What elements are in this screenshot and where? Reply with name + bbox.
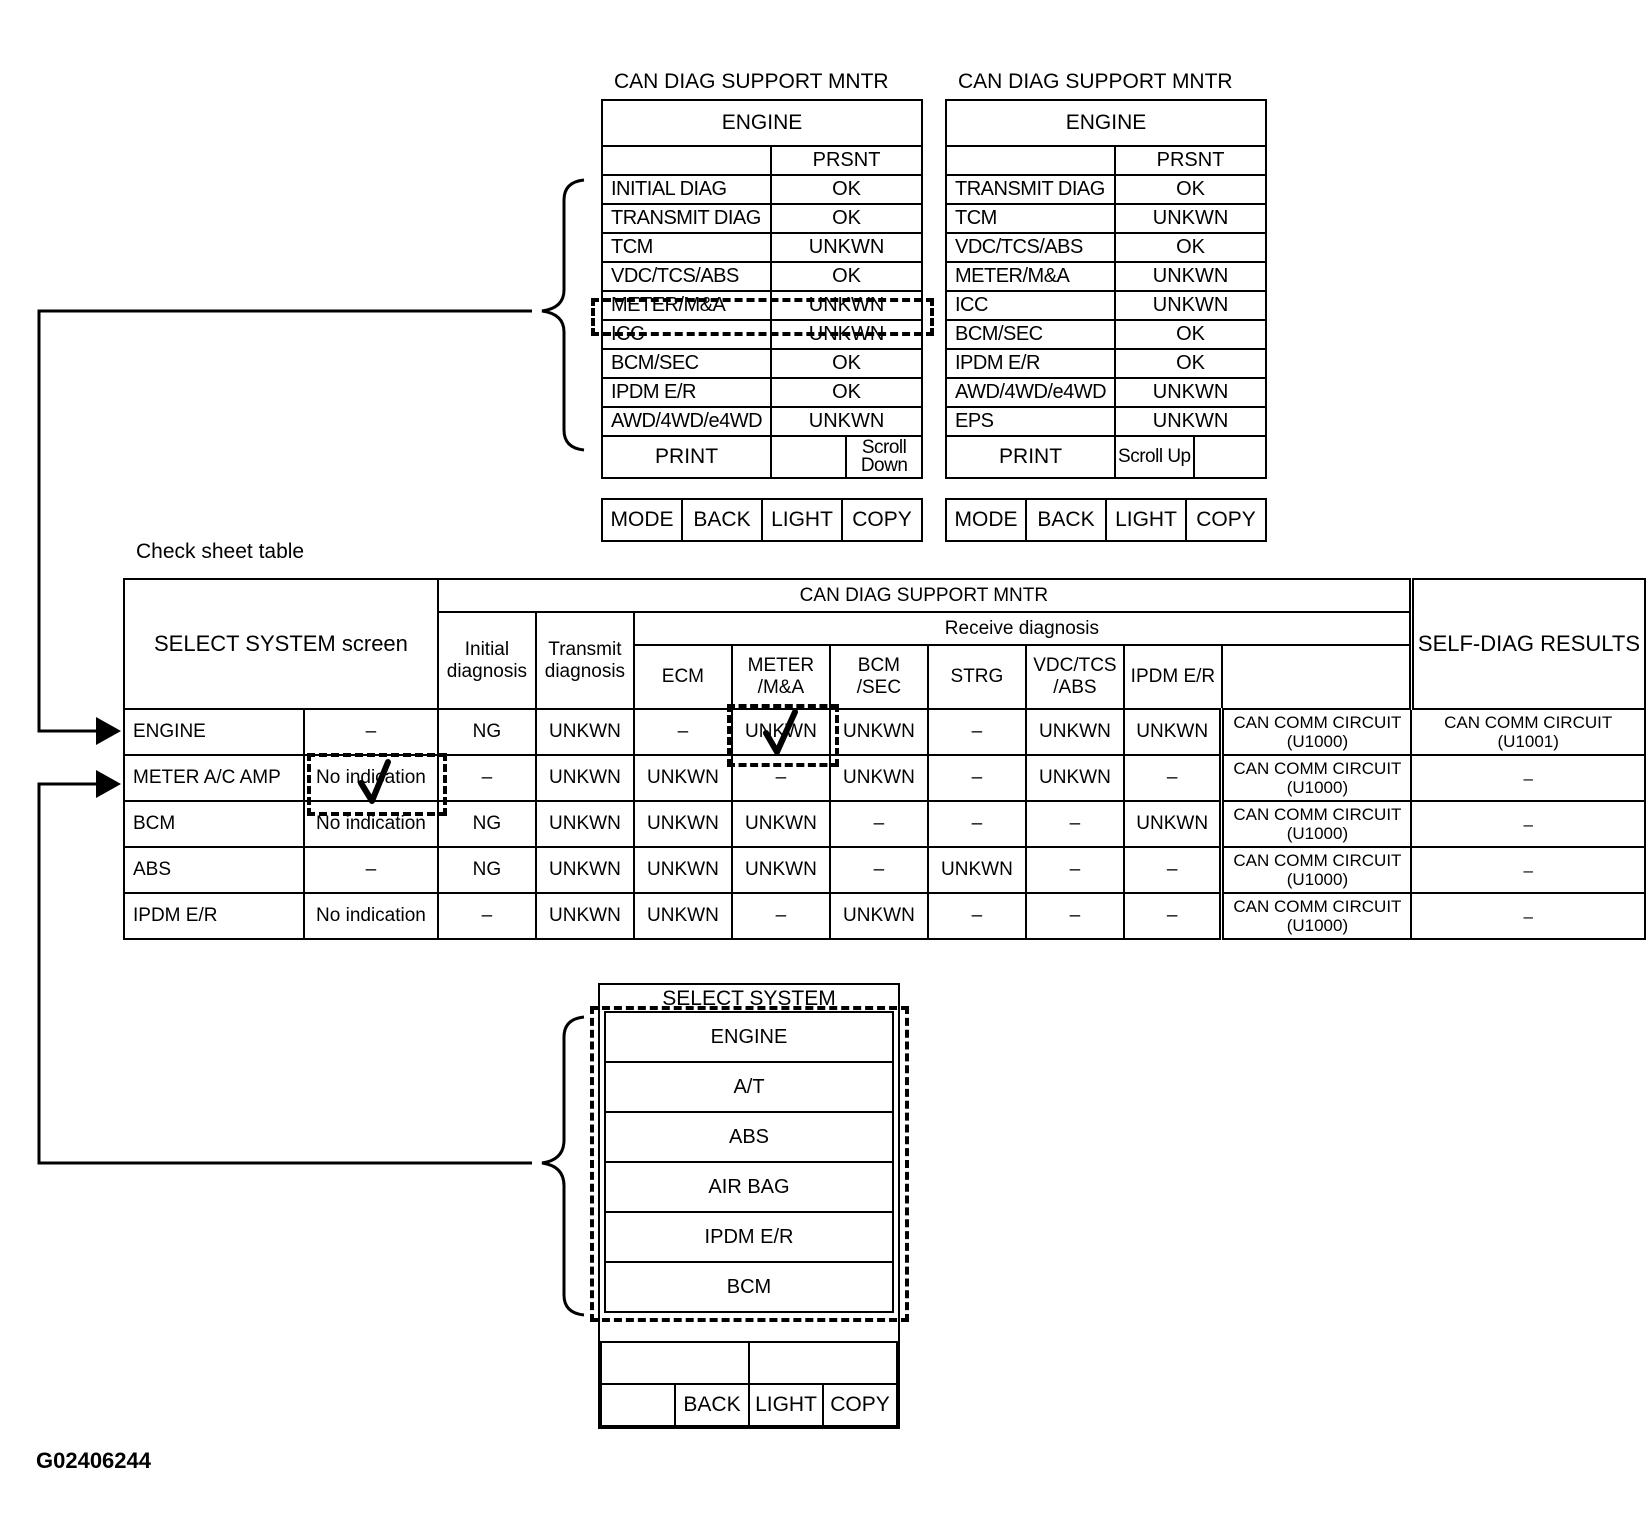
bottom-arrowhead: [96, 770, 121, 798]
monitor-row: [946, 349, 1266, 378]
no-indication-highlight: [307, 753, 447, 816]
screen1-empty-button: [771, 436, 846, 478]
screen2-empty-button: [1194, 436, 1266, 478]
select-cell: No indication: [304, 893, 438, 939]
system-status: UNKWN: [1115, 204, 1266, 233]
transmit-diagnosis-header: [536, 612, 634, 709]
select-cell: –: [304, 847, 438, 893]
self-diag-1-line2: (U1000): [1286, 732, 1349, 751]
copy-button[interactable]: COPY: [823, 1384, 897, 1426]
sheet-row: [124, 847, 1645, 893]
vdc-cell: –: [1026, 893, 1124, 939]
self-diag-result-1: [1222, 801, 1412, 847]
system-name: IPDM E/R: [946, 349, 1115, 378]
system-status: UNKWN: [1115, 378, 1266, 407]
scroll-down-line2: Down: [860, 455, 908, 476]
monitor-row: [602, 262, 922, 291]
system-name: ICC: [602, 320, 771, 349]
light-button[interactable]: LIGHT: [1106, 499, 1186, 541]
select-system-item[interactable]: BCM: [604, 1263, 894, 1313]
light-button[interactable]: LIGHT: [749, 1384, 823, 1426]
select-system-item[interactable]: A/T: [604, 1063, 894, 1113]
self-diag-1-line2: (U1000): [1286, 824, 1349, 843]
mode-button[interactable]: MODE: [602, 499, 682, 541]
scroll-down-button[interactable]: [846, 436, 922, 478]
monitor-row: [602, 233, 922, 262]
system-status: UNKWN: [771, 291, 922, 320]
vdc-cell: –: [1026, 847, 1124, 893]
self-diag-1-line1: CAN COMM CIRCUIT: [1233, 851, 1402, 870]
monitor-row: [946, 262, 1266, 291]
initial-cell: NG: [438, 709, 536, 755]
select-system-item[interactable]: ABS: [604, 1113, 894, 1163]
monitor-row: [602, 407, 922, 436]
screen2-blank-cell: [946, 146, 1115, 175]
select-button-area: [600, 1341, 898, 1427]
initial-line2: diagnosis: [446, 660, 528, 682]
system-cell: ENGINE: [124, 709, 304, 755]
sheet-row: [124, 709, 1645, 755]
transmit-cell: UNKWN: [536, 755, 634, 801]
transmit-cell: UNKWN: [536, 893, 634, 939]
ecm-cell: UNKWN: [634, 755, 732, 801]
light-button[interactable]: LIGHT: [762, 499, 842, 541]
screen1-column-label: PRSNT: [771, 146, 922, 175]
system-name: METER/M&A: [602, 291, 771, 320]
ipdm-cell: UNKWN: [1124, 709, 1222, 755]
select-list-highlight: [590, 1006, 909, 1322]
bcm-header: [830, 645, 928, 709]
strg-cell: –: [928, 801, 1026, 847]
monitor-row: [602, 349, 922, 378]
strg-cell: –: [928, 755, 1026, 801]
bottom-brace: [542, 1017, 584, 1315]
monitor-row: [946, 175, 1266, 204]
system-name: AWD/4WD/e4WD: [946, 378, 1115, 407]
system-status: OK: [771, 378, 922, 407]
ipdm-cell: –: [1124, 755, 1222, 801]
transmit-cell: UNKWN: [536, 801, 634, 847]
select-system-item[interactable]: AIR BAG: [604, 1163, 894, 1213]
monitor-row: [602, 204, 922, 233]
meter-line1: METER: [747, 655, 815, 676]
strg-cell: –: [928, 709, 1026, 755]
meter-unkwn-highlight: [727, 704, 839, 767]
bcm-cell: UNKWN: [830, 755, 928, 801]
system-cell: ABS: [124, 847, 304, 893]
select-system-item[interactable]: IPDM E/R: [604, 1213, 894, 1263]
top-arrowhead: [96, 717, 121, 745]
meter-line2: /M&A: [757, 677, 805, 698]
system-status: OK: [771, 175, 922, 204]
bcm-cell: UNKWN: [830, 709, 928, 755]
ecm-header: ECM: [634, 645, 732, 709]
sheet-row: [124, 893, 1645, 939]
meter-cell: UNKWN: [732, 847, 830, 893]
ecm-cell: –: [634, 709, 732, 755]
ipdm-cell: –: [1124, 893, 1222, 939]
self-diag-2-line1: –: [1523, 860, 1533, 880]
monitor-row: [602, 175, 922, 204]
system-name: BCM/SEC: [946, 320, 1115, 349]
meter-cell: UNKWN: [732, 709, 830, 755]
system-status: UNKWN: [1115, 262, 1266, 291]
self-diag-2-line1: –: [1523, 768, 1533, 788]
system-name: AWD/4WD/e4WD: [602, 407, 771, 436]
self-diag-result-2: [1411, 847, 1645, 893]
meter-cell: –: [732, 893, 830, 939]
can-diag-screen-1: [601, 99, 923, 479]
monitor-row: [946, 320, 1266, 349]
ecm-cell: UNKWN: [634, 847, 732, 893]
bcm-line2: /SEC: [856, 677, 902, 698]
self-diag-1-line1: CAN COMM CIRCUIT: [1233, 713, 1402, 732]
receive-diagnosis-header: Receive diagnosis: [634, 612, 1412, 645]
meter-cell: –: [732, 755, 830, 801]
system-name: VDC/TCS/ABS: [946, 233, 1115, 262]
system-status: OK: [1115, 349, 1266, 378]
screen1-button-bar: [601, 498, 923, 542]
system-cell: BCM: [124, 801, 304, 847]
bcm-cell: UNKWN: [830, 893, 928, 939]
check-sheet-label: Check sheet table: [136, 540, 305, 563]
self-diag-2-line1: CAN COMM CIRCUIT: [1444, 713, 1613, 732]
print-button[interactable]: PRINT: [602, 436, 771, 478]
monitor-row: [946, 378, 1266, 407]
initial-cell: –: [438, 755, 536, 801]
system-status: UNKWN: [771, 320, 922, 349]
system-name: METER/M&A: [946, 262, 1115, 291]
monitor-row: [946, 204, 1266, 233]
bcm-cell: –: [830, 801, 928, 847]
system-status: OK: [1115, 233, 1266, 262]
meter-header: [732, 645, 830, 709]
strg-cell: UNKWN: [928, 847, 1026, 893]
vdc-line1: VDC/TCS: [1033, 655, 1117, 676]
ipdm-cell: UNKWN: [1124, 801, 1222, 847]
self-diag-2-line1: –: [1523, 906, 1533, 926]
self-diag-result-1: [1222, 755, 1412, 801]
select-system-title: SELECT SYSTEM: [662, 987, 836, 1010]
self-diag-result-2: [1411, 709, 1645, 755]
system-name: TRANSMIT DIAG: [602, 204, 771, 233]
back-button[interactable]: BACK: [675, 1384, 749, 1426]
self-diag-result-2: [1411, 801, 1645, 847]
screen1-blank-cell: [602, 146, 771, 175]
self-diag-result-1: [1222, 893, 1412, 939]
self-diag-1-line2: (U1000): [1286, 778, 1349, 797]
system-name: ICC: [946, 291, 1115, 320]
initial-cell: NG: [438, 847, 536, 893]
strg-header: STRG: [928, 645, 1026, 709]
ecm-cell: UNKWN: [634, 893, 732, 939]
figure-id: G02406244: [36, 1448, 151, 1473]
transmit-line1: Transmit: [548, 638, 622, 660]
initial-cell: –: [438, 893, 536, 939]
system-status: UNKWN: [771, 233, 922, 262]
screen2-title: CAN DIAG SUPPORT MNTR: [958, 70, 1233, 93]
self-diag-1-line2: (U1000): [1286, 870, 1349, 889]
system-status: UNKWN: [1115, 407, 1266, 436]
select-system-header: SELECT SYSTEM screen: [124, 579, 438, 709]
system-status: OK: [1115, 320, 1266, 349]
select-empty-top-right: [749, 1342, 897, 1384]
self-diag-2-line2: (U1001): [1497, 732, 1559, 751]
select-cell: No indication: [304, 755, 438, 801]
meter-row-highlight: [591, 298, 934, 336]
strg-cell: –: [928, 893, 1026, 939]
system-name: TCM: [602, 233, 771, 262]
back-button[interactable]: BACK: [1026, 499, 1106, 541]
bcm-line1: BCM: [857, 655, 901, 676]
self-diag-result-1: [1222, 847, 1412, 893]
screen1-header: ENGINE: [602, 100, 922, 146]
vdc-cell: –: [1026, 801, 1124, 847]
ipdm-header: IPDM E/R: [1124, 645, 1222, 709]
ecm-cell: UNKWN: [634, 801, 732, 847]
system-name: IPDM E/R: [602, 378, 771, 407]
system-status: UNKWN: [771, 407, 922, 436]
can-diag-screen-2: [945, 99, 1267, 479]
system-name: TCM: [946, 204, 1115, 233]
scroll-down-line1: Scroll: [861, 437, 907, 458]
system-status: OK: [1115, 175, 1266, 204]
ipdm-cell: –: [1124, 847, 1222, 893]
system-status: OK: [771, 262, 922, 291]
system-name: EPS: [946, 407, 1115, 436]
monitor-row: [602, 378, 922, 407]
screen2-button-bar: [945, 498, 1267, 542]
self-diag-header: SELF-DIAG RESULTS: [1411, 579, 1645, 709]
monitor-row: [946, 291, 1266, 320]
scroll-up-button[interactable]: Scroll Up: [1115, 436, 1194, 478]
system-name: TRANSMIT DIAG: [946, 175, 1115, 204]
copy-button[interactable]: COPY: [1186, 499, 1266, 541]
self-diag-1-line2: (U1000): [1286, 916, 1349, 935]
self-diag-result-1: [1222, 709, 1412, 755]
self-diag-result-2: [1411, 893, 1645, 939]
mode-button[interactable]: MODE: [946, 499, 1026, 541]
select-system-item[interactable]: ENGINE: [604, 1011, 894, 1063]
vdc-line2: /ABS: [1053, 677, 1097, 698]
top-brace: [542, 180, 584, 450]
system-cell: IPDM E/R: [124, 893, 304, 939]
screen2-column-label: PRSNT: [1115, 146, 1266, 175]
vdc-cell: UNKWN: [1026, 755, 1124, 801]
screen2-header: ENGINE: [946, 100, 1266, 146]
copy-button[interactable]: COPY: [842, 499, 922, 541]
can-diag-header: CAN DIAG SUPPORT MNTR: [438, 579, 1412, 612]
system-status: OK: [771, 349, 922, 378]
bcm-cell: –: [830, 847, 928, 893]
select-cell: No indication: [304, 801, 438, 847]
screen1-title: CAN DIAG SUPPORT MNTR: [614, 70, 889, 93]
system-name: BCM/SEC: [602, 349, 771, 378]
print-button[interactable]: PRINT: [946, 436, 1115, 478]
monitor-row: [946, 233, 1266, 262]
initial-diagnosis-header: [438, 612, 536, 709]
vdc-cell: UNKWN: [1026, 709, 1124, 755]
self-diag-result-2: [1411, 755, 1645, 801]
system-status: OK: [771, 204, 922, 233]
initial-cell: NG: [438, 801, 536, 847]
self-diag-2-line1: –: [1523, 814, 1533, 834]
monitor-row: [946, 407, 1266, 436]
self-diag-1-line1: CAN COMM CIRCUIT: [1233, 759, 1402, 778]
transmit-cell: UNKWN: [536, 847, 634, 893]
initial-line1: Initial: [464, 638, 510, 660]
meter-cell: UNKWN: [732, 801, 830, 847]
system-cell: METER A/C AMP: [124, 755, 304, 801]
system-status: UNKWN: [1115, 291, 1266, 320]
transmit-cell: UNKWN: [536, 709, 634, 755]
select-empty-top-left: [601, 1342, 749, 1384]
self-diag-1-line1: CAN COMM CIRCUIT: [1233, 897, 1402, 916]
back-button[interactable]: BACK: [682, 499, 762, 541]
select-cell: –: [304, 709, 438, 755]
transmit-line2: diagnosis: [544, 660, 626, 682]
self-diag-1-line1: CAN COMM CIRCUIT: [1233, 805, 1402, 824]
vdc-header: [1026, 645, 1124, 709]
system-name: INITIAL DIAG: [602, 175, 771, 204]
select-empty-button: [601, 1384, 675, 1426]
system-name: VDC/TCS/ABS: [602, 262, 771, 291]
